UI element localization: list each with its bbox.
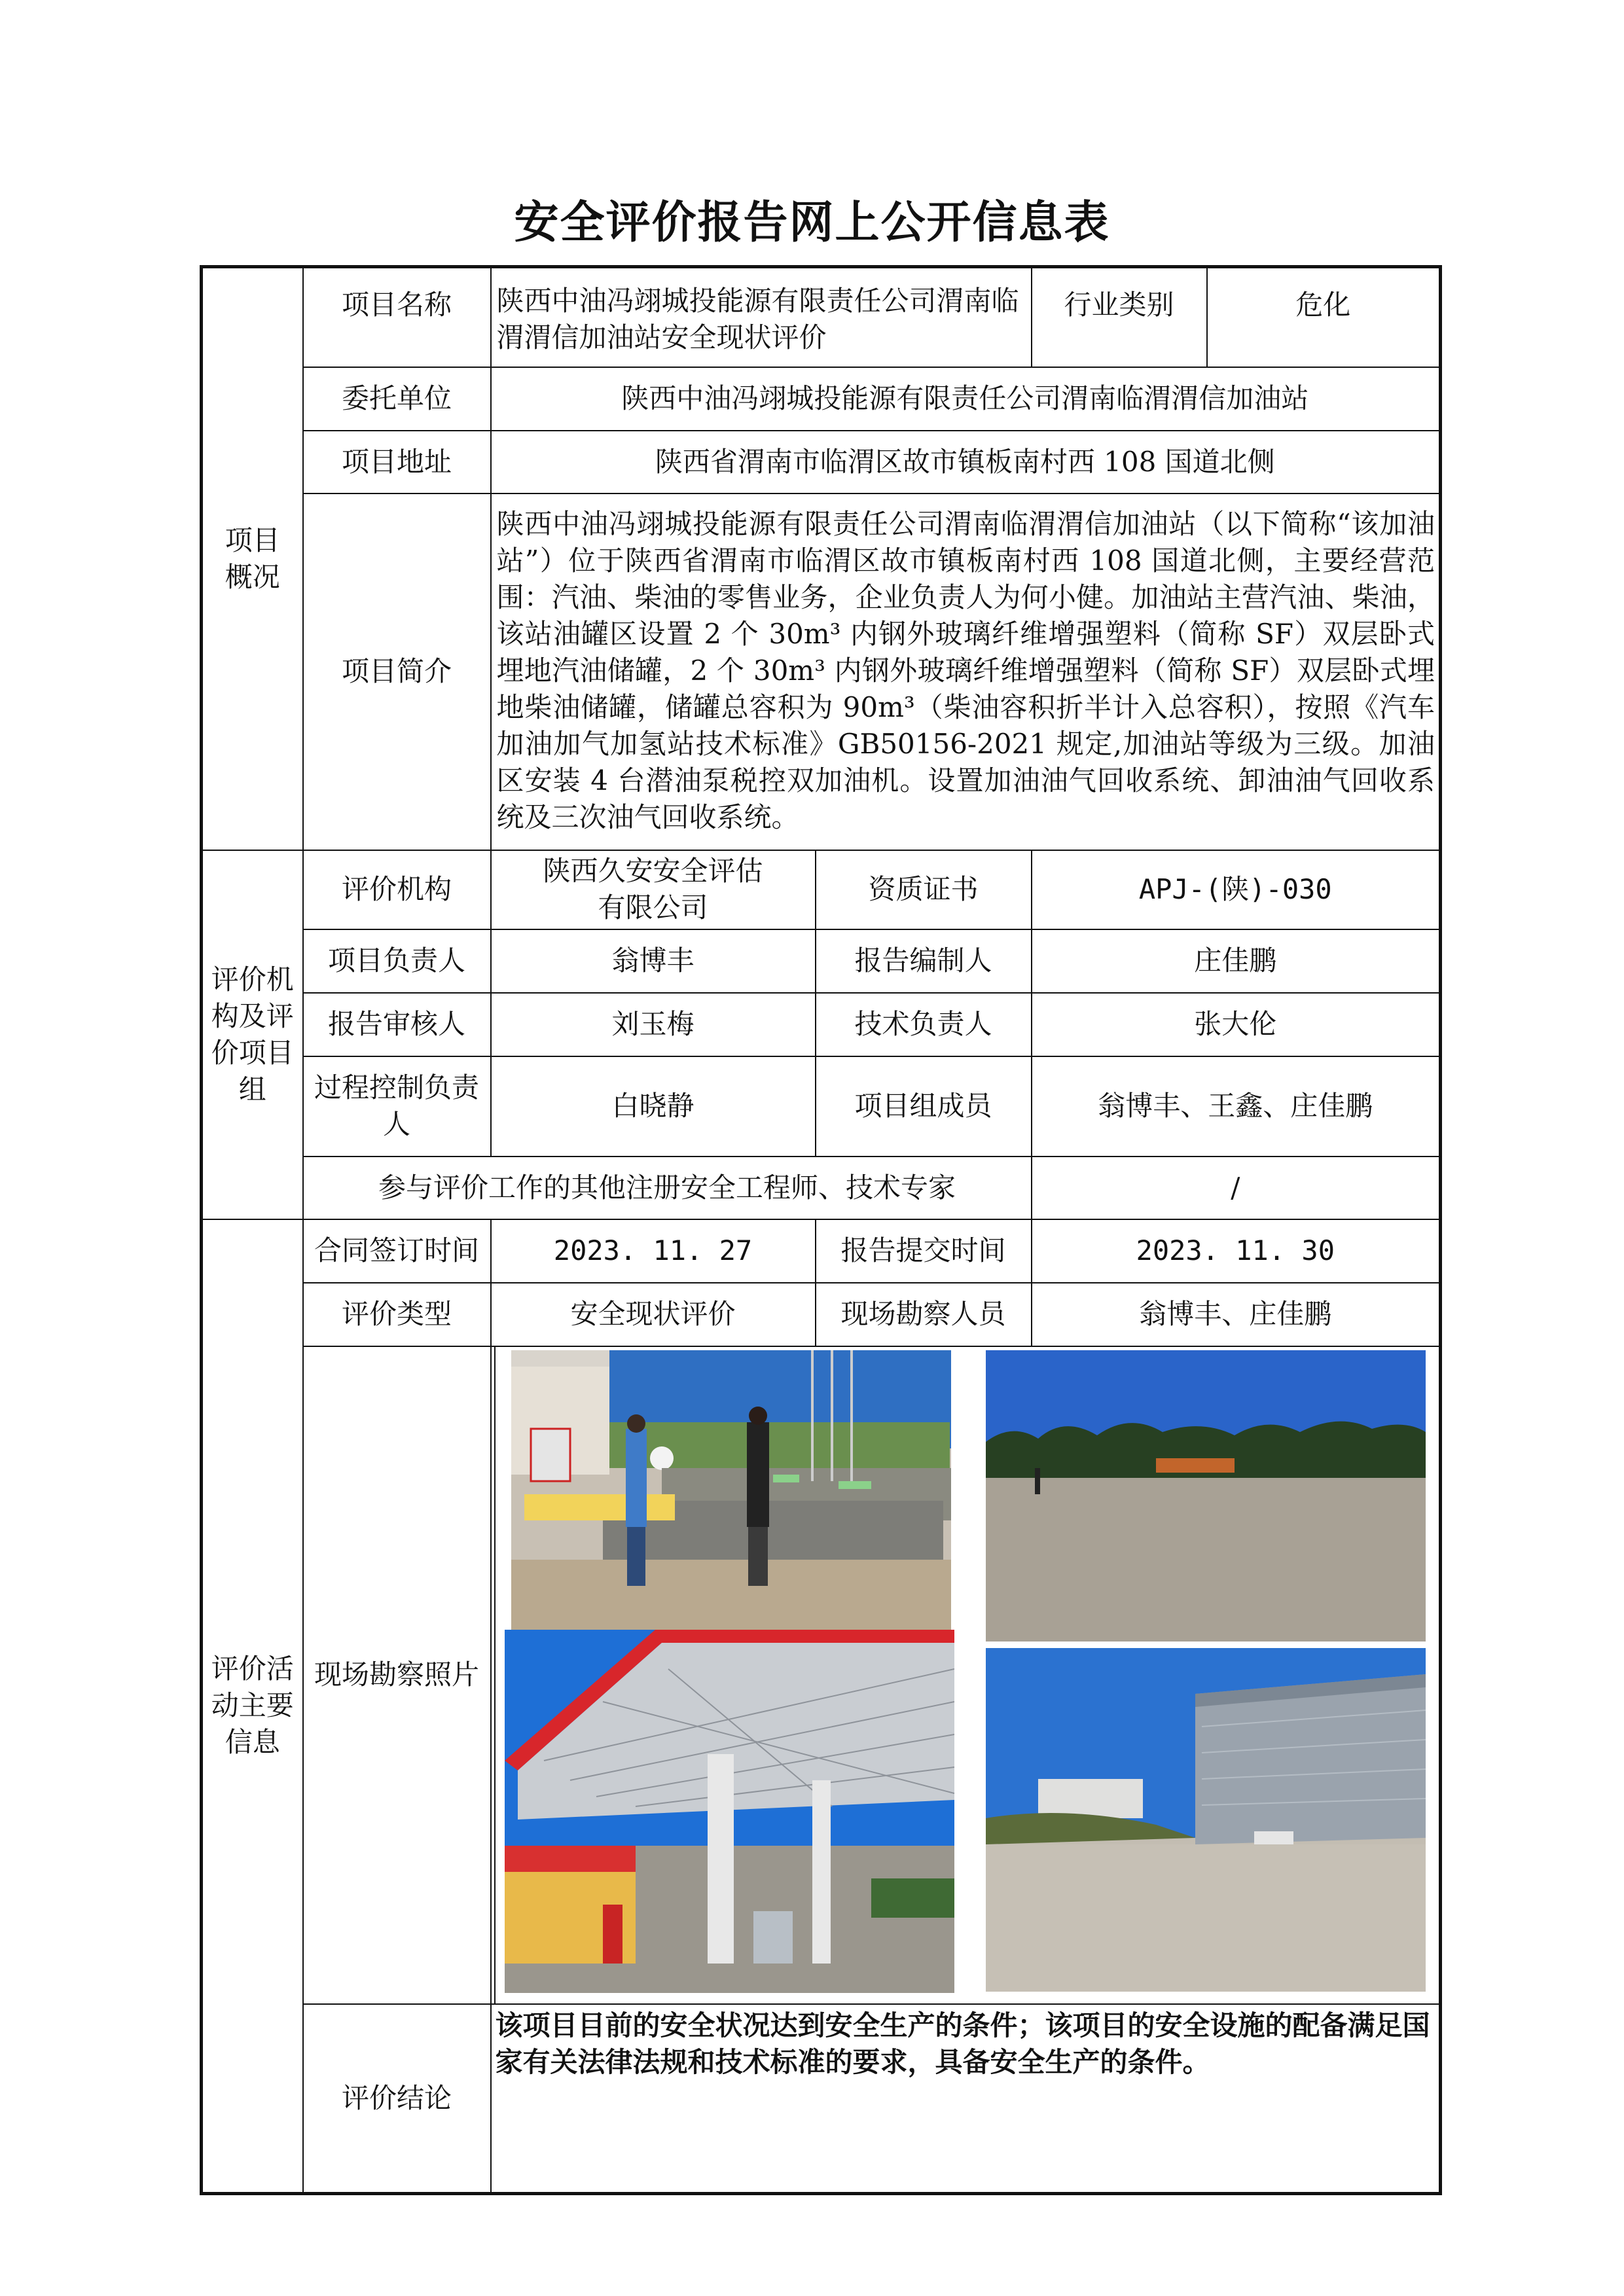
others-value: / bbox=[1032, 1157, 1441, 1219]
members-label: 项目组成员 bbox=[816, 1056, 1032, 1157]
cert-label: 资质证书 bbox=[816, 850, 1032, 929]
type-value: 安全现状评价 bbox=[491, 1283, 816, 1346]
tech-value: 张大伦 bbox=[1032, 993, 1441, 1056]
org-value: 陕西久安安全评估 有限公司 bbox=[491, 850, 816, 929]
section-activity-label: 评价活 动主要 信息 bbox=[202, 1219, 303, 2194]
process-value: 白晓静 bbox=[491, 1056, 816, 1157]
site-photo-canopy bbox=[505, 1630, 954, 1993]
info-table bbox=[200, 265, 1442, 2195]
site-photo-yard bbox=[986, 1350, 1426, 1641]
contract-date: 2023. 11. 27 bbox=[491, 1219, 816, 1283]
writer-value: 庄佳鹏 bbox=[1032, 929, 1441, 993]
contract-label: 合同签订时间 bbox=[303, 1219, 491, 1283]
section-team-label: 评价机 构及评 价项目 组 bbox=[202, 850, 303, 1219]
client-label: 委托单位 bbox=[303, 367, 491, 431]
photos-label: 现场勘察照片 bbox=[303, 1346, 491, 2004]
industry-label: 行业类别 bbox=[1032, 267, 1207, 367]
project-name-value: 陕西中油冯翊城投能源有限责任公司渭南临渭渭信加油站安全现状评价 bbox=[491, 267, 1032, 367]
intro-value: 陕西中油冯翊城投能源有限责任公司渭南临渭渭信加油站（以下简称“该加油站”）位于陕西省渭南市临渭区故市镇板南村西 108 国道北侧，主要经营范围：汽油、柴油的零售业务，企业负责人为何小健。加油站主营汽油、柴油，该站油罐区设置 2 个 30m³ 内钢外玻璃纤维增强塑料（简称 SF）双层卧式埋地汽油储罐，2 个 30m³ 内钢外玻璃纤维增强塑料（简称 SF）双层卧式埋地柴油储罐，储罐总容积为 90m³（柴油容积折半计入总容积），按照《汽车加油加气加氢站技术标准》GB50156-2021 规定,加油站等级为三级。加油区安装 4 台潜油泵税控双加油机。设置加油油气回收系统、卸油油气回收系统及三次油气回收系统。 bbox=[491, 493, 1441, 850]
members-value: 翁博丰、王鑫、庄佳鹏 bbox=[1032, 1056, 1441, 1157]
process-label: 过程控制负责 人 bbox=[303, 1056, 491, 1157]
submit-label: 报告提交时间 bbox=[816, 1219, 1032, 1283]
writer-label: 报告编制人 bbox=[816, 929, 1032, 993]
org-label: 评价机构 bbox=[303, 850, 491, 929]
address-value: 陕西省渭南市临渭区故市镇板南村西 108 国道北侧 bbox=[491, 431, 1441, 493]
reviewer-label: 报告审核人 bbox=[303, 993, 491, 1056]
tech-label: 技术负责人 bbox=[816, 993, 1032, 1056]
page-title: 安全评价报告网上公开信息表 bbox=[514, 197, 1110, 249]
intro-label: 项目简介 bbox=[303, 493, 491, 850]
inspectors-value: 翁博丰、庄佳鹏 bbox=[1032, 1283, 1441, 1346]
lead-label: 项目负责人 bbox=[303, 929, 491, 993]
industry-value: 危化 bbox=[1207, 267, 1441, 367]
photos-cell bbox=[491, 1346, 1441, 2004]
type-label: 评价类型 bbox=[303, 1283, 491, 1346]
section-overview-label: 项目 概况 bbox=[202, 267, 303, 850]
client-value: 陕西中油冯翊城投能源有限责任公司渭南临渭渭信加油站 bbox=[491, 367, 1441, 431]
conclusion-value: 该项目目前的安全状况达到安全生产的条件；该项目的安全设施的配备满足国家有关法律法规和技术标准的要求，具备安全生产的条件。 bbox=[491, 2004, 1441, 2194]
site-photo-inspectors bbox=[511, 1350, 951, 1630]
lead-value: 翁博丰 bbox=[491, 929, 816, 993]
address-label: 项目地址 bbox=[303, 431, 491, 493]
photos-grid bbox=[492, 1347, 1441, 2003]
submit-date: 2023. 11. 30 bbox=[1032, 1219, 1441, 1283]
inspectors-label: 现场勘察人员 bbox=[816, 1283, 1032, 1346]
others-label: 参与评价工作的其他注册安全工程师、技术专家 bbox=[303, 1157, 1032, 1219]
conclusion-label: 评价结论 bbox=[303, 2004, 491, 2194]
project-name-label: 项目名称 bbox=[303, 267, 491, 367]
site-photo-warehouse bbox=[986, 1648, 1426, 1992]
cert-value: APJ-(陕)-030 bbox=[1032, 850, 1441, 929]
reviewer-value: 刘玉梅 bbox=[491, 993, 816, 1056]
